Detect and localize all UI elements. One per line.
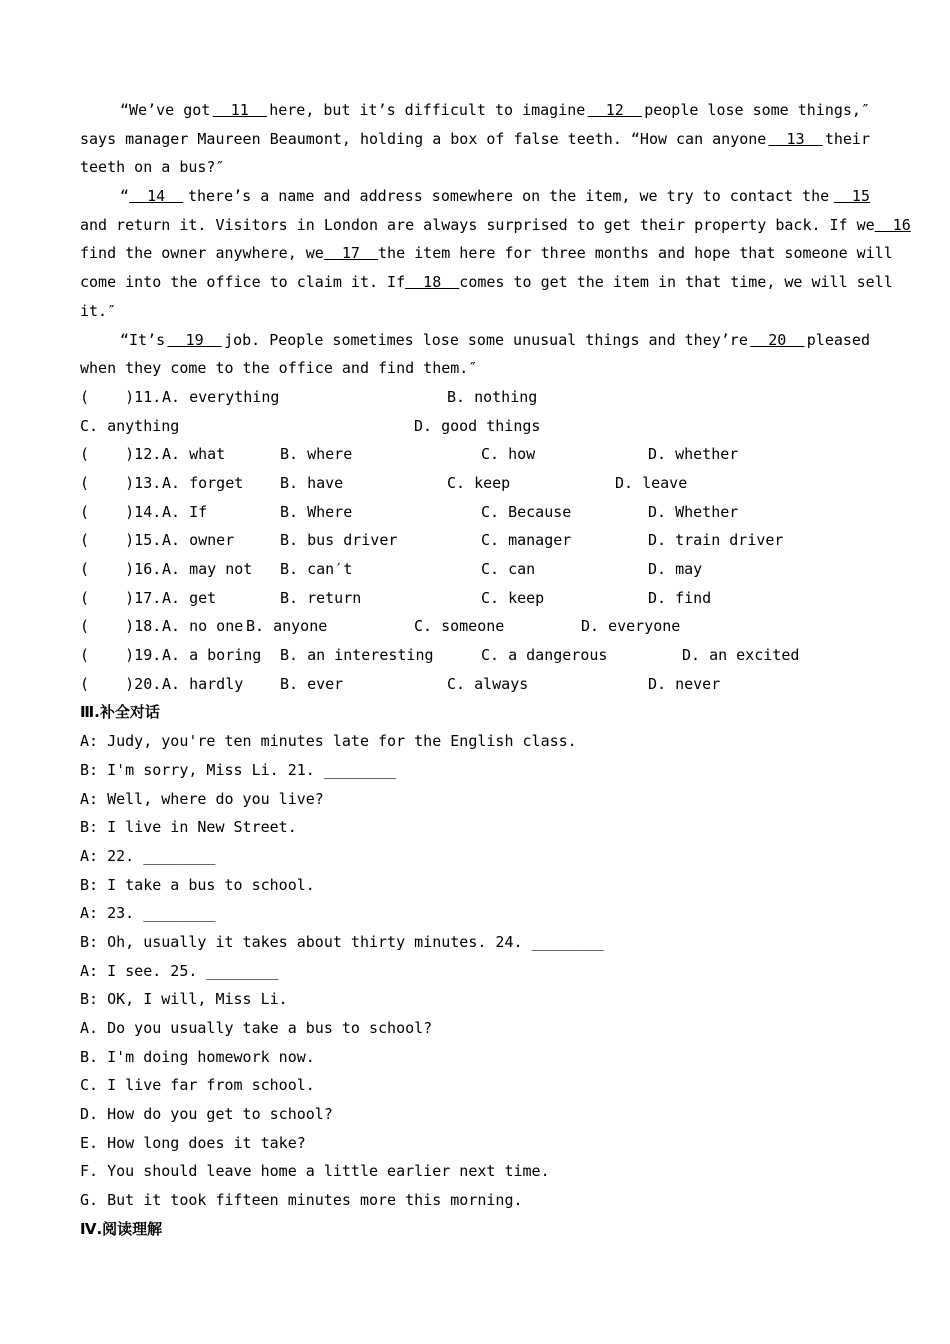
dialogue-line: A: Judy, you're ten minutes late for the English class.: [80, 732, 577, 751]
option-c: C. a dangerous: [481, 646, 608, 665]
option-d: D. good things: [414, 416, 541, 435]
option-b: B. have: [280, 473, 344, 492]
passage-line-10: when they come to the office and find them.″: [80, 359, 478, 378]
question-20: [80, 670, 870, 699]
option-b: B. anyone: [246, 617, 328, 636]
option-c: C. manager: [481, 531, 572, 550]
blank-19: 19: [167, 330, 222, 349]
option-c: C. always: [447, 674, 529, 693]
blank-20: 20: [750, 330, 805, 349]
blank-12: 12: [587, 101, 642, 119]
dialogue-line: B: I'm sorry, Miss Li. 21. ________: [80, 760, 397, 779]
question-12: [80, 440, 870, 469]
dialogue-option: D. How do you get to school?: [80, 1105, 333, 1124]
blank-14: 14: [129, 187, 184, 206]
question-11: [80, 383, 870, 412]
passage-text: the item here for three months and hope that someone will: [378, 244, 893, 263]
option-a: A. may not: [162, 560, 253, 578]
passage-line-9: [80, 326, 870, 355]
option-b: B. bus driver: [280, 531, 398, 550]
option-a: A. get: [162, 588, 217, 607]
dialogue-line: B: I take a bus to school.: [80, 875, 315, 894]
option-b: B. where: [280, 445, 353, 464]
passage-text: “ 14: [120, 187, 184, 206]
question-number: ( )15.: [80, 531, 162, 550]
passage-line-4: [80, 182, 870, 211]
passage-text: “We’ve got: [120, 101, 211, 119]
blank-18: 18: [405, 273, 460, 292]
question-15: [80, 526, 870, 555]
dialogue-option: C. I live far from school.: [80, 1076, 315, 1095]
option-a: A. everything: [162, 387, 280, 406]
question-18: [80, 612, 870, 641]
passage-line-8: it.″: [80, 301, 117, 320]
question-number: ( )16.: [80, 560, 162, 578]
option-d: D. everyone: [581, 617, 681, 636]
option-d: D. an excited: [682, 646, 800, 665]
passage-line-5: [80, 211, 911, 240]
dialogue-line: A: Well, where do you live?: [80, 789, 324, 808]
passage-text: “It’s: [120, 330, 166, 349]
passage-text: find the owner anywhere, we: [80, 244, 324, 263]
option-c: C. someone: [414, 617, 505, 636]
passage-text: their: [824, 129, 870, 148]
question-number: ( )14.: [80, 502, 162, 521]
passage-text: and return it. Visitors in London are always surprised to get their property back. If we: [80, 215, 875, 234]
dialogue-option: G. But it took fifteen minutes more this morning.: [80, 1191, 523, 1210]
question-17: [80, 584, 870, 613]
question-number: ( )11.: [80, 387, 162, 406]
dialogue-option: A. Do you usually take a bus to school?: [80, 1019, 433, 1037]
dialogue-option: F. You should leave home a little earlier next time.: [80, 1162, 550, 1181]
option-a: A. a boring: [162, 646, 262, 665]
option-d: D. find: [648, 588, 712, 607]
passage-line-7: [80, 268, 893, 297]
blank-13: 13: [768, 129, 823, 148]
dialogue-line: B: I live in New Street.: [80, 818, 297, 837]
question-11-continued: [80, 412, 870, 441]
dialogue-line: B: OK, I will, Miss Li.: [80, 990, 288, 1009]
dialogue-line: A: 23. ________: [80, 904, 216, 923]
option-d: D. whether: [648, 445, 739, 464]
question-number: ( )18.: [80, 617, 162, 636]
option-c: C. how: [481, 445, 536, 464]
option-a: A. what: [162, 445, 226, 464]
option-d: D. Whether: [648, 502, 739, 521]
question-number: ( )12.: [80, 445, 162, 464]
question-16: [80, 555, 870, 584]
option-c: C. Because: [481, 502, 572, 521]
passage-text: comes to get the item in that time, we will sell: [459, 273, 893, 292]
option-a: A. If: [162, 502, 208, 521]
dialogue-line: B: Oh, usually it takes about thirty minutes. 24. ________: [80, 932, 604, 951]
blank-17: 17: [323, 244, 379, 263]
question-14: [80, 498, 870, 527]
document-page: [80, 96, 911, 1244]
blank-15: 15: [833, 187, 870, 206]
section-4-title: Ⅳ.阅读理解: [80, 1219, 163, 1238]
option-c: C. anything: [80, 416, 180, 435]
option-b: B. ever: [280, 674, 344, 693]
option-a: A. hardly: [162, 674, 244, 693]
option-c: C. can: [481, 560, 536, 578]
blank-11: 11: [212, 101, 267, 119]
option-a: A. forget: [162, 473, 244, 492]
question-number: ( )20.: [80, 674, 162, 693]
option-b: B. can′t: [280, 560, 353, 578]
passage-line-1: [80, 96, 870, 125]
dialogue-line: A: I see. 25. ________: [80, 961, 279, 980]
dialogue-line: A: 22. ________: [80, 846, 216, 865]
question-number: ( )17.: [80, 588, 162, 607]
passage-text: come into the office to claim it. If: [80, 273, 406, 292]
option-b: B. Where: [280, 502, 353, 521]
section-3-title: Ⅲ.补全对话: [80, 703, 160, 722]
question-number: ( )13.: [80, 473, 162, 492]
passage-text: says manager Maureen Beaumont, holding a box of false teeth. “How can anyone: [80, 129, 767, 148]
option-c: C. keep: [447, 473, 511, 492]
passage-text: job. People sometimes lose some unusual things and they’re: [224, 330, 748, 349]
dialogue-option: E. How long does it take?: [80, 1133, 306, 1152]
question-19: [80, 641, 870, 670]
option-b: B. nothing: [447, 387, 538, 406]
option-b: B. return: [280, 588, 362, 607]
passage-text: here, but it’s difficult to imagine: [269, 101, 586, 119]
question-13: [80, 469, 870, 498]
option-a: A. no one: [162, 617, 244, 636]
dialogue-option: B. I'm doing homework now.: [80, 1047, 315, 1066]
option-c: C. keep: [481, 588, 545, 607]
option-b: B. an interesting: [280, 646, 434, 665]
option-d: D. never: [648, 674, 721, 693]
passage-line-2: [80, 125, 870, 154]
passage-line-6: [80, 239, 893, 268]
option-d: D. train driver: [648, 531, 784, 550]
passage-text: people lose some things,″: [644, 101, 870, 119]
blank-16: 16: [874, 215, 911, 234]
passage-text: pleased: [806, 330, 870, 349]
question-number: ( )19.: [80, 646, 162, 665]
option-d: D. leave: [615, 473, 688, 492]
passage-text: there’s a name and address somewhere on the item, we try to contact the: [187, 187, 830, 206]
option-a: A. owner: [162, 531, 235, 550]
option-d: D. may: [648, 560, 703, 578]
passage-line-3: teeth on a bus?″: [80, 158, 225, 177]
